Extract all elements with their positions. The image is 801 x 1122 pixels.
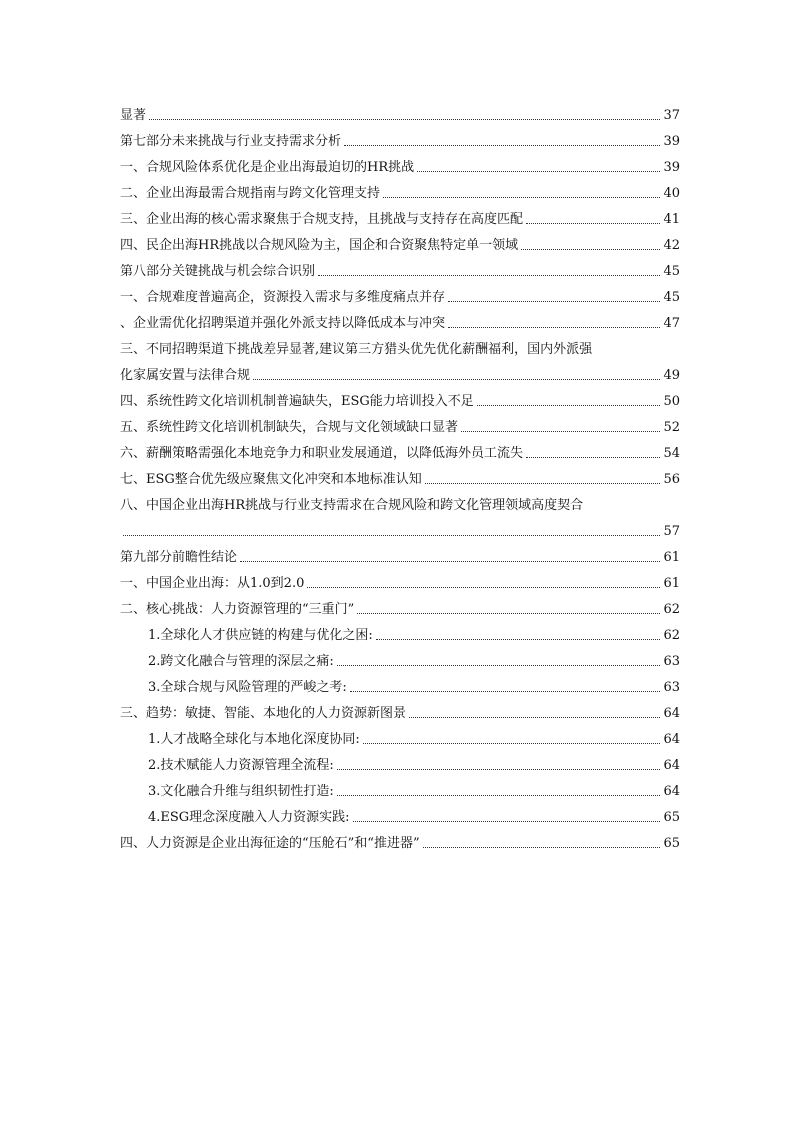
dot-leader — [337, 795, 661, 796]
toc-entry-page: 61 — [663, 576, 680, 591]
toc-entry[interactable] — [120, 160, 680, 176]
toc-entry-title: 1.人才战略全球化与本地化深度协同: — [148, 732, 360, 747]
dot-leader — [448, 301, 660, 302]
toc-entry[interactable] — [120, 238, 680, 254]
toc-entry-page: 47 — [663, 316, 680, 331]
toc-entry-page: 64 — [663, 732, 680, 747]
toc-entry-page: 42 — [663, 238, 680, 253]
toc-entry[interactable] — [120, 576, 680, 592]
dot-leader — [363, 743, 661, 744]
toc-entry-page: 65 — [663, 810, 680, 825]
toc-entry-page: 64 — [663, 706, 680, 721]
toc-entry-title: 三、企业出海的核心需求聚焦于合规支持，且挑战与支持存在高度匹配 — [120, 212, 524, 227]
toc-entry-page: 65 — [663, 836, 680, 851]
toc-entry[interactable] — [120, 836, 680, 852]
toc-entry-title: 八、中国企业出海HR挑战与行业支持需求在合规风险和跨文化管理领域高度契合 — [120, 498, 584, 513]
dot-leader — [123, 535, 660, 536]
toc-entry-page: 63 — [663, 654, 680, 669]
toc-entry-page: 52 — [663, 420, 680, 435]
toc-entry-title: 四、民企出海HR挑战以合规风险为主，国企和合资聚焦特定单一领域 — [120, 238, 519, 253]
toc-entry-page: 63 — [663, 680, 680, 695]
toc-entry-title: 、企业需优化招聘渠道并强化外派支持以降低成本与冲突 — [120, 316, 446, 331]
toc-entry-title: 一、中国企业出海：从1.0到2.0 — [120, 576, 305, 591]
toc-entry-title: 2.跨文化融合与管理的深层之痛: — [148, 654, 334, 669]
toc-entry-page: 54 — [663, 446, 680, 461]
toc-entry-page: 57 — [663, 524, 680, 539]
toc-entry-title-continued: 化家属安置与法律合规 — [120, 368, 251, 383]
toc-entry-title: 第九部分前瞻性结论 — [120, 550, 238, 565]
toc-subentry[interactable] — [120, 680, 680, 696]
toc-entry-title: 一、合规风险体系优化是企业出海最迫切的HR挑战 — [120, 160, 415, 175]
toc-entry-page: 45 — [663, 264, 680, 279]
dot-leader — [337, 665, 661, 666]
dot-leader — [307, 587, 660, 588]
toc-entry[interactable] — [120, 706, 680, 722]
toc-entry-title: 第八部分关键挑战与机会综合识别 — [120, 264, 316, 279]
toc-entry[interactable] — [120, 264, 680, 280]
toc-entry[interactable] — [120, 290, 680, 306]
toc-entry-title: 二、核心挑战：人力资源管理的“三重门” — [120, 602, 355, 617]
dot-leader — [477, 405, 661, 406]
dot-leader — [318, 275, 660, 276]
dot-leader — [344, 145, 660, 146]
toc-entry-page: 41 — [663, 212, 680, 227]
toc-entry-title: 五、系统性跨文化培训机制缺失，合规与文化领域缺口显著 — [120, 420, 459, 435]
toc-entry-page: 62 — [663, 602, 680, 617]
toc-entry-page: 61 — [663, 550, 680, 565]
toc-entry-title: 显著 — [120, 108, 147, 123]
toc-entry[interactable] — [120, 498, 680, 540]
toc-subentry[interactable] — [120, 758, 680, 774]
dot-leader — [425, 483, 661, 484]
toc-entry-title: 4.ESG理念深度融入人力资源实践: — [148, 810, 350, 825]
dot-leader — [376, 639, 661, 640]
toc-subentry[interactable] — [120, 628, 680, 644]
toc-entry-page: 64 — [663, 784, 680, 799]
toc-entry[interactable] — [120, 212, 680, 228]
toc-entry-title: 七、ESG整合优先级应聚焦文化冲突和本地标准认知 — [120, 472, 422, 487]
toc-entry-title: 六、薪酬策略需强化本地竞争力和职业发展通道，以降低海外员工流失 — [120, 446, 524, 461]
toc-entry-title: 2.技术赋能人力资源管理全流程: — [148, 758, 334, 773]
toc-entry-page: 45 — [663, 290, 680, 305]
toc-entry[interactable] — [120, 134, 680, 150]
table-of-contents — [120, 108, 680, 862]
toc-subentry[interactable] — [120, 784, 680, 800]
dot-leader — [253, 379, 660, 380]
toc-entry-title: 1.全球化人才供应链的构建与优化之困: — [148, 628, 373, 643]
toc-entry-continuation — [120, 524, 680, 540]
toc-entry-page: 49 — [663, 368, 680, 383]
toc-entry-page: 62 — [663, 628, 680, 643]
dot-leader — [526, 223, 660, 224]
dot-leader — [350, 691, 661, 692]
toc-entry-title: 第七部分未来挑战与行业支持需求分析 — [120, 134, 342, 149]
toc-entry[interactable] — [120, 602, 680, 618]
toc-entry[interactable] — [120, 342, 680, 384]
toc-entry[interactable] — [120, 472, 680, 488]
toc-entry[interactable] — [120, 446, 680, 462]
dot-leader — [409, 717, 660, 718]
toc-entry-title: 三、不同招聘渠道下挑战差异显著,建议第三方猎头优先优化薪酬福利，国内外派强 — [120, 342, 593, 357]
dot-leader — [461, 431, 660, 432]
dot-leader — [423, 847, 661, 848]
toc-subentry[interactable] — [120, 810, 680, 826]
dot-leader — [240, 561, 660, 562]
toc-entry[interactable] — [120, 316, 680, 332]
toc-entry-page: 40 — [663, 186, 680, 201]
dot-leader — [383, 197, 660, 198]
toc-subentry[interactable] — [120, 732, 680, 748]
toc-entry-title: 二、企业出海最需合规指南与跨文化管理支持 — [120, 186, 381, 201]
dot-leader — [448, 327, 660, 328]
toc-entry-title: 四、系统性跨文化培训机制普遍缺失，ESG能力培训投入不足 — [120, 394, 474, 409]
toc-entry-page: 39 — [663, 160, 680, 175]
toc-entry-page: 50 — [663, 394, 680, 409]
dot-leader — [357, 613, 660, 614]
toc-entry-title: 四、人力资源是企业出海征途的“压舱石”和“推进器” — [120, 836, 420, 851]
toc-entry-title: 3.全球合规与风险管理的严峻之考: — [148, 680, 347, 695]
toc-entry-page: 37 — [663, 108, 680, 123]
toc-entry[interactable] — [120, 394, 680, 410]
toc-entry-title: 一、合规难度普遍高企，资源投入需求与多维度痛点并存 — [120, 290, 446, 305]
dot-leader — [521, 249, 660, 250]
dot-leader — [526, 457, 660, 458]
toc-entry-page: 56 — [663, 472, 680, 487]
dot-leader — [337, 769, 661, 770]
dot-leader — [353, 821, 661, 822]
toc-entry[interactable] — [120, 550, 680, 566]
toc-entry[interactable] — [120, 420, 680, 436]
toc-entry-page: 64 — [663, 758, 680, 773]
toc-entry-page: 39 — [663, 134, 680, 149]
toc-entry[interactable] — [120, 186, 680, 202]
toc-entry-continuation — [120, 368, 680, 384]
toc-subentry[interactable] — [120, 654, 680, 670]
toc-entry-title: 三、趋势：敏捷、智能、本地化的人力资源新图景 — [120, 706, 407, 721]
toc-entry[interactable] — [120, 108, 680, 124]
toc-entry-title: 3.文化融合升维与组织韧性打造: — [148, 784, 334, 799]
dot-leader — [149, 119, 660, 120]
dot-leader — [417, 171, 660, 172]
